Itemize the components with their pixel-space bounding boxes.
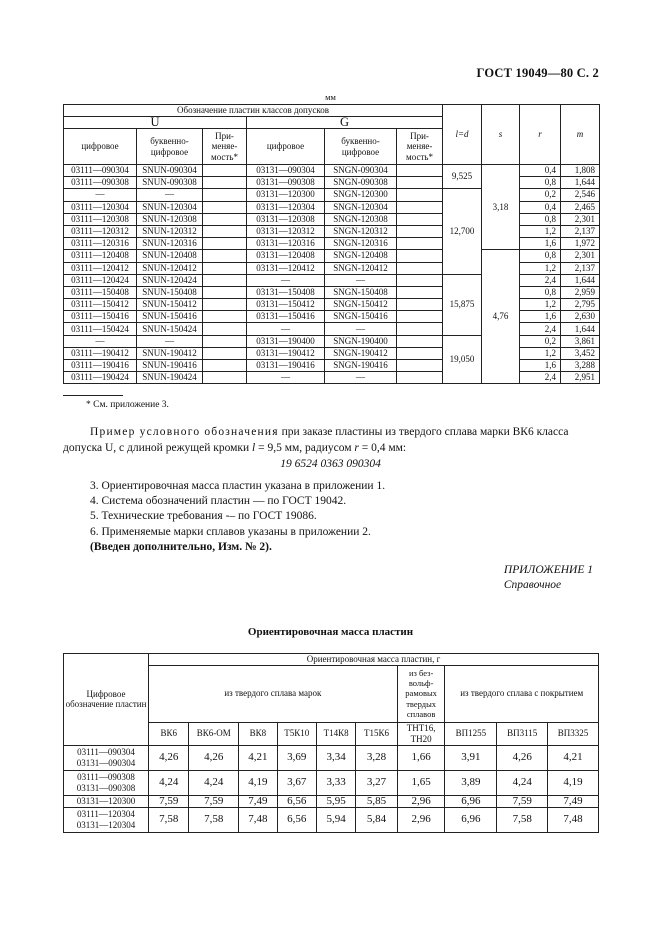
notes-u-cell: [203, 213, 247, 225]
r-value-cell: 1,6: [520, 238, 561, 250]
alpha-u-cell: SNUN-120312: [137, 225, 203, 237]
digital-u-cell: 03111—150416: [64, 311, 137, 323]
notes-g-cell: [397, 177, 443, 189]
alpha-g-cell: SNGN-150416: [325, 311, 397, 323]
digital-u-cell: 03111—190416: [64, 360, 137, 372]
col-m-header: m: [561, 105, 600, 165]
alpha-u-cell: SNUN-120424: [137, 274, 203, 286]
g-digital-header: цифровое: [247, 129, 325, 165]
alpha-u-cell: SNUN-120316: [137, 238, 203, 250]
digital-g-cell: 03131—120312: [247, 225, 325, 237]
r-value-cell: 1,6: [520, 311, 561, 323]
mass-value-cell: 7,58: [189, 807, 239, 832]
r-value-cell: 1,6: [520, 360, 561, 372]
mass-value-cell: 2,96: [397, 795, 445, 807]
mass-value-cell: 3,28: [356, 745, 397, 770]
digital-g-cell: 03131—190412: [247, 347, 325, 359]
digital-u-cell: 03111—150424: [64, 323, 137, 335]
alpha-g-cell: SNGN-190412: [325, 347, 397, 359]
notes-u-cell: [203, 299, 247, 311]
mass-value-cell: 3,34: [316, 745, 355, 770]
alpha-g-cell: SNGN-190400: [325, 335, 397, 347]
u-notes-header: При-меняе-мость*: [203, 129, 247, 165]
s-value-cell: 4,76: [482, 250, 520, 384]
alpha-g-cell: SNGN-090304: [325, 165, 397, 177]
mass-group-header: Ориентировочная масса пластин, г: [149, 654, 599, 666]
alpha-g-cell: SNGN-120304: [325, 201, 397, 213]
m-value-cell: 2,951: [561, 372, 600, 384]
mass-value-cell: 3,67: [277, 770, 316, 795]
mass-value-cell: 3,27: [356, 770, 397, 795]
digital-u-cell: 03111—120424: [64, 274, 137, 286]
table-row: [64, 165, 600, 177]
alpha-u-cell: SNUN-120408: [137, 250, 203, 262]
r-value-cell: 1,2: [520, 347, 561, 359]
mass-value-cell: 4,24: [149, 770, 189, 795]
mass-value-cell: 4,21: [548, 745, 599, 770]
u-digital-header: цифровое: [64, 129, 137, 165]
digital-u-cell: —: [64, 335, 137, 347]
mass-value-cell: 4,24: [497, 770, 548, 795]
mass-value-cell: 5,85: [356, 795, 397, 807]
m-value-cell: 2,465: [561, 201, 600, 213]
table-row: [64, 189, 600, 201]
notes-u-cell: [203, 286, 247, 298]
mass-value-cell: 7,58: [497, 807, 548, 832]
table-row: [64, 201, 600, 213]
mass-value-cell: 5,84: [356, 807, 397, 832]
hard-alloy-header: из твердого сплава марок: [149, 665, 398, 722]
mass-value-cell: 7,48: [548, 807, 599, 832]
alpha-g-cell: SNGN-120316: [325, 238, 397, 250]
r-value-cell: 2,4: [520, 323, 561, 335]
mass-value-cell: 5,95: [316, 795, 355, 807]
notes-u-cell: [203, 225, 247, 237]
digital-u-cell: 03111—120308: [64, 213, 137, 225]
m-value-cell: 2,630: [561, 311, 600, 323]
digital-u-cell: 03111—120304: [64, 201, 137, 213]
grade-header: ВК6: [149, 722, 189, 745]
mass-value-cell: 7,59: [189, 795, 239, 807]
mass-value-cell: 7,49: [239, 795, 277, 807]
m-value-cell: 1,644: [561, 177, 600, 189]
notes-u-cell: [203, 311, 247, 323]
mass-value-cell: 4,26: [189, 745, 239, 770]
note-item: 4. Система обозначений пластин — по ГОСТ 19042.: [90, 495, 347, 508]
alpha-g-cell: SNGN-190416: [325, 360, 397, 372]
digital-g-cell: —: [247, 274, 325, 286]
mass-value-cell: 4,19: [239, 770, 277, 795]
alpha-g-cell: SNGN-150412: [325, 299, 397, 311]
digital-g-cell: 03131—120412: [247, 262, 325, 274]
m-value-cell: 1,644: [561, 274, 600, 286]
digital-g-cell: 03131—120308: [247, 213, 325, 225]
mass-value-cell: 2,96: [397, 807, 445, 832]
digital-g-cell: 03131—120316: [247, 238, 325, 250]
notes-u-cell: [203, 177, 247, 189]
mass-value-cell: 7,58: [149, 807, 189, 832]
page-header: ГОСТ 19049—80 С. 2: [476, 66, 599, 80]
notes-g-cell: [397, 201, 443, 213]
g-notes-header: При-меняе-мость*: [397, 129, 443, 165]
mass-table-title: Ориентировочная масса пластин: [247, 626, 414, 638]
mass-value-cell: 1,66: [397, 745, 445, 770]
appendix-title: ПРИЛОЖЕНИЕ 1: [503, 564, 593, 576]
unit-label: мм: [325, 92, 336, 102]
table-row: [64, 238, 600, 250]
designation-cell: 03111—090308 03131—090308: [64, 770, 149, 795]
notes-u-cell: [203, 165, 247, 177]
notes-g-cell: [397, 238, 443, 250]
mass-value-cell: 3,33: [316, 770, 355, 795]
alpha-u-cell: SNUN-120304: [137, 201, 203, 213]
digital-u-cell: 03111—120316: [64, 238, 137, 250]
table-row: [64, 347, 600, 359]
alpha-g-cell: SNGN-150408: [325, 286, 397, 298]
digital-g-cell: 03131—150408: [247, 286, 325, 298]
r-value-cell: 0,8: [520, 213, 561, 225]
r-value-cell: 2,4: [520, 372, 561, 384]
coated-alloy-header: из твердого сплава с покрытием: [445, 665, 599, 722]
class-u-header: U: [64, 117, 247, 129]
notes-g-cell: [397, 213, 443, 225]
table-row: [64, 323, 600, 335]
notes-g-cell: [397, 250, 443, 262]
digital-g-cell: 03131—120408: [247, 250, 325, 262]
grade-header: ВП1255: [445, 722, 497, 745]
digital-g-cell: 03131—090304: [247, 165, 325, 177]
mass-value-cell: 4,21: [239, 745, 277, 770]
alpha-g-cell: SNGN-120408: [325, 250, 397, 262]
notes-g-cell: [397, 335, 443, 347]
example-code: 19 6524 0363 090304: [280, 458, 381, 470]
r-value-cell: 0,4: [520, 165, 561, 177]
m-value-cell: 1,808: [561, 165, 600, 177]
table-row: [64, 286, 600, 298]
alpha-u-cell: SNUN-090308: [137, 177, 203, 189]
notes-u-cell: [203, 238, 247, 250]
footnote: * См. приложение 3.: [86, 400, 169, 410]
m-value-cell: 3,288: [561, 360, 600, 372]
grade-header: Т5К10: [277, 722, 316, 745]
digital-g-cell: 03131—190400: [247, 335, 325, 347]
table-row: [64, 262, 600, 274]
l-value-cell: 12,700: [443, 189, 482, 274]
r-value-cell: 2,4: [520, 274, 561, 286]
mass-row-header: Цифровое обозначение пластин: [64, 654, 149, 746]
grade-header: ВК8: [239, 722, 277, 745]
designation-group-header: Обозначение пластин классов допусков: [64, 105, 443, 117]
r-value-cell: 1,2: [520, 225, 561, 237]
digital-u-cell: 03111—120312: [64, 225, 137, 237]
digital-g-cell: 03131—120300: [247, 189, 325, 201]
notes-g-cell: [397, 225, 443, 237]
notes-g-cell: [397, 189, 443, 201]
notes-g-cell: [397, 165, 443, 177]
table-row: [64, 360, 600, 372]
alpha-g-cell: SNGN-120412: [325, 262, 397, 274]
s-value-cell: 3,18: [482, 165, 520, 250]
notes-g-cell: [397, 274, 443, 286]
digital-u-cell: 03111—190424: [64, 372, 137, 384]
plates-designation-table: [63, 104, 600, 384]
mass-value-cell: 6,96: [445, 795, 497, 807]
notes-g-cell: [397, 360, 443, 372]
table-row: [64, 299, 600, 311]
digital-u-cell: 03111—120412: [64, 262, 137, 274]
mass-value-cell: 6,56: [277, 795, 316, 807]
alpha-g-cell: SNGN-090308: [325, 177, 397, 189]
notes-u-cell: [203, 335, 247, 347]
table-row: [64, 225, 600, 237]
u-alpha-header: буквенно-цифровое: [137, 129, 203, 165]
l-value-cell: 15,875: [443, 274, 482, 335]
mass-value-cell: 7,48: [239, 807, 277, 832]
mass-value-cell: 3,69: [277, 745, 316, 770]
notes-u-cell: [203, 274, 247, 286]
alpha-u-cell: SNUN-090304: [137, 165, 203, 177]
table-row: [64, 250, 600, 262]
mass-value-cell: 7,59: [497, 795, 548, 807]
grade-header: ТНТ16, ТН20: [397, 722, 445, 745]
mass-value-cell: 5,94: [316, 807, 355, 832]
class-g-header: G: [247, 117, 443, 129]
alpha-u-cell: SNUN-150416: [137, 311, 203, 323]
designation-cell: 03111—090304 03131—090304: [64, 745, 149, 770]
r-value-cell: 1,2: [520, 299, 561, 311]
notes-u-cell: [203, 323, 247, 335]
mass-value-cell: 4,19: [548, 770, 599, 795]
mass-value-cell: 4,26: [149, 745, 189, 770]
m-value-cell: 2,137: [561, 262, 600, 274]
table-row: [64, 795, 599, 807]
m-value-cell: 1,972: [561, 238, 600, 250]
m-value-cell: 2,546: [561, 189, 600, 201]
notes-u-cell: [203, 360, 247, 372]
alpha-u-cell: SNUN-190412: [137, 347, 203, 359]
alpha-u-cell: —: [137, 335, 203, 347]
digital-u-cell: 03111—090308: [64, 177, 137, 189]
r-value-cell: 0,4: [520, 201, 561, 213]
alpha-u-cell: SNUN-190416: [137, 360, 203, 372]
table-row: [64, 177, 600, 189]
r-value-cell: 0,2: [520, 335, 561, 347]
r-value-cell: 0,8: [520, 250, 561, 262]
digital-g-cell: 03131—120304: [247, 201, 325, 213]
alpha-g-cell: SNGN-120300: [325, 189, 397, 201]
alpha-g-cell: —: [325, 323, 397, 335]
notes-g-cell: [397, 299, 443, 311]
table-row: [64, 745, 599, 770]
mass-value-cell: 4,26: [497, 745, 548, 770]
alpha-g-cell: SNGN-120312: [325, 225, 397, 237]
m-value-cell: 1,644: [561, 323, 600, 335]
appendix-label: [504, 563, 593, 593]
example-paragraph: Пример условного обозначения при заказе пластины из твердого сплава марки ВК6 класса допуска U, с длиной режущей кромки l = 9,5 мм, радиусом r = 0,4 мм:: [63, 426, 569, 454]
footnote-rule: [63, 395, 123, 396]
mass-table: [63, 653, 599, 833]
digital-u-cell: 03111—150408: [64, 286, 137, 298]
alpha-u-cell: SNUN-190424: [137, 372, 203, 384]
m-value-cell: 2,959: [561, 286, 600, 298]
mass-value-cell: 6,56: [277, 807, 316, 832]
digital-g-cell: 03131—150412: [247, 299, 325, 311]
note-item: 5. Технические требования -– по ГОСТ 19086.: [90, 510, 317, 523]
r-value-cell: 0,2: [520, 189, 561, 201]
notes-g-cell: [397, 311, 443, 323]
l-value-cell: 9,525: [443, 165, 482, 189]
digital-g-cell: 03131—090308: [247, 177, 325, 189]
designation-cell: 03131—120300: [64, 795, 149, 807]
m-value-cell: 2,301: [561, 213, 600, 225]
mass-value-cell: 3,91: [445, 745, 497, 770]
mass-value-cell: 1,65: [397, 770, 445, 795]
tungsten-free-header: из без-вольф-рамовых твердых сплавов: [397, 665, 445, 722]
alpha-u-cell: SNUN-150424: [137, 323, 203, 335]
table-row: [64, 372, 600, 384]
digital-g-cell: —: [247, 323, 325, 335]
grade-header: Т15К6: [356, 722, 397, 745]
note-item: 6. Применяемые марки сплавов указаны в приложении 2.: [90, 525, 371, 538]
note-item: 3. Ориентировочная масса пластин указана в приложении 1.: [90, 480, 386, 492]
m-value-cell: 3,452: [561, 347, 600, 359]
col-r-header: r: [520, 105, 561, 165]
mass-value-cell: 4,24: [189, 770, 239, 795]
notes-g-cell: [397, 323, 443, 335]
l-value-cell: 19,050: [443, 335, 482, 384]
table-row: [64, 311, 600, 323]
notes-u-cell: [203, 189, 247, 201]
alpha-u-cell: SNUN-120412: [137, 262, 203, 274]
notes-g-cell: [397, 347, 443, 359]
alpha-g-cell: —: [325, 372, 397, 384]
notes-u-cell: [203, 372, 247, 384]
table-row: [64, 213, 600, 225]
digital-g-cell: 03131—150416: [247, 311, 325, 323]
r-value-cell: 1,2: [520, 262, 561, 274]
designation-cell: 03111—120304 03131—120304: [64, 807, 149, 832]
grade-header: ВП3115: [497, 722, 548, 745]
mass-value-cell: 7,59: [149, 795, 189, 807]
digital-u-cell: 03111—120408: [64, 250, 137, 262]
notes-g-cell: [397, 262, 443, 274]
table-row: [64, 807, 599, 832]
m-value-cell: 2,795: [561, 299, 600, 311]
grade-header: ВП3325: [548, 722, 599, 745]
digital-u-cell: —: [64, 189, 137, 201]
notes-list: [90, 479, 385, 555]
m-value-cell: 2,137: [561, 225, 600, 237]
digital-u-cell: 03111—090304: [64, 165, 137, 177]
col-l-header: l=d: [443, 105, 482, 165]
notes-u-cell: [203, 347, 247, 359]
alpha-u-cell: SNUN-150408: [137, 286, 203, 298]
alpha-u-cell: SNUN-150412: [137, 299, 203, 311]
r-value-cell: 0,8: [520, 177, 561, 189]
digital-u-cell: 03111—190412: [64, 347, 137, 359]
mass-value-cell: 3,89: [445, 770, 497, 795]
grade-header: ВК6-ОМ: [189, 722, 239, 745]
grade-header: Т14К8: [316, 722, 355, 745]
amendment-note: (Введен дополнительно, Изм. № 2).: [90, 540, 272, 553]
mass-value-cell: 7,49: [548, 795, 599, 807]
notes-u-cell: [203, 250, 247, 262]
notes-g-cell: [397, 286, 443, 298]
digital-g-cell: 03131—190416: [247, 360, 325, 372]
r-value-cell: 0,8: [520, 286, 561, 298]
digital-g-cell: —: [247, 372, 325, 384]
appendix-subtitle: Справочное: [503, 579, 562, 591]
alpha-u-cell: SNUN-120308: [137, 213, 203, 225]
alpha-u-cell: —: [137, 189, 203, 201]
m-value-cell: 3,861: [561, 335, 600, 347]
table-row: [64, 335, 600, 347]
mass-value-cell: 6,96: [445, 807, 497, 832]
notes-g-cell: [397, 372, 443, 384]
notes-u-cell: [203, 201, 247, 213]
alpha-g-cell: —: [325, 274, 397, 286]
table-row: [64, 770, 599, 795]
alpha-g-cell: SNGN-120308: [325, 213, 397, 225]
col-s-header: s: [482, 105, 520, 165]
digital-u-cell: 03111—150412: [64, 299, 137, 311]
notes-u-cell: [203, 262, 247, 274]
table-row: [64, 274, 600, 286]
example-lead: Пример условного обозначения: [90, 426, 279, 438]
g-alpha-header: буквенно-цифровое: [325, 129, 397, 165]
m-value-cell: 2,301: [561, 250, 600, 262]
